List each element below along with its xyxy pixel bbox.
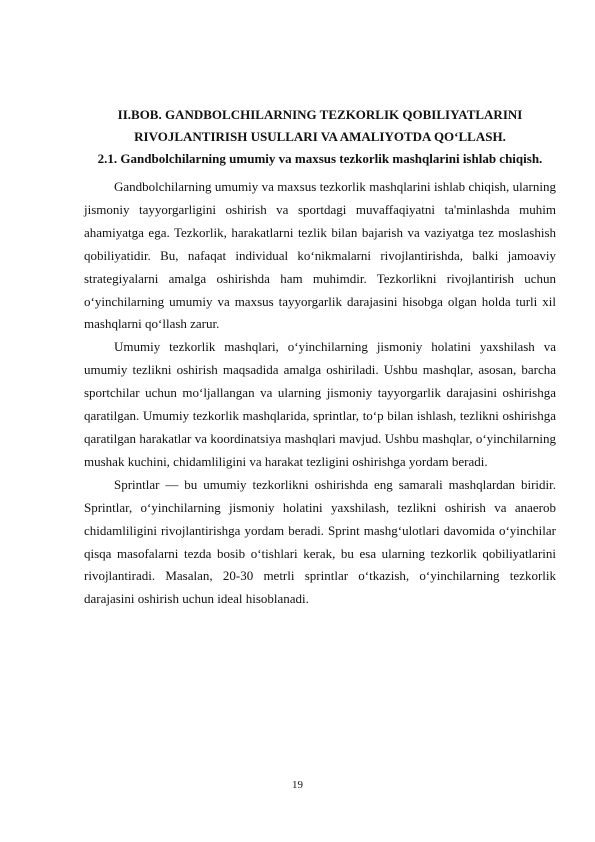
body-text — [84, 176, 556, 611]
chapter-heading: II.BOB. GANDBOLCHILARNING TEZKORLIK QOBILIYATLARINI RIVOJLANTIRISH USULLARI VA AMALIYOTDA QO‘LLASH. — [117, 107, 523, 144]
paragraph: Umumiy tezkorlik mashqlari, o‘yinchilarning jismoniy holatini yaxshilash va umumiy tezlikni oshirish maqsadida amalga oshiriladi. Ushbu mashqlar, asosan, barcha sportchilar uchun mo‘ljallangan va ularning jismoniy tayyorgarlik darajasini oshirishga qaratilgan. Umumiy tezkorlik mashqlarida, sprintlar, to‘p bilan ishlash, tezlikni oshirishga qaratilgan harakatlar va koordinatsiya mashqlari mavjud. Ushbu mashqlar, o‘yinchilarning mushak kuchini, chidamliligini va harakat tezligini oshirishga yordam beradi. — [84, 339, 556, 469]
paragraph: Gandbolchilarning umumiy va maxsus tezkorlik mashqlarini ishlab chiqish, ularning jismoniy tayyorgarligini oshirish va sportdagi muvaffaqiyatni ta'minlashda muhim ahamiyatga ega. Tezkorlik, harakatlarni tezlik bilan bajarish va vaziyatga tez moslashish qobiliyatidir. Bu, nafaqat individual ko‘nikmalarni rivojlantirishda, balki jamoaviy strategiyalarni amalga oshirishda ham muhimdir. Tezkorlikni rivojlantirish uchun o‘yinchilarning umumiy va maxsus tayyorgarlik darajasini hisobga olgan holda turli xil mashqlarni qo‘llash zarur. — [84, 179, 556, 332]
page-number: 19 — [292, 779, 303, 791]
paragraph: Sprintlar — bu umumiy tezkorlikni oshirishda eng samarali mashqlardan biridir. Sprintlar, o‘yinchilarning jismoniy holatini yaxshilash, tezlikni oshirish va anaerob chidamliligini rivojlantirishga yordam beradi. Sprint mashg‘ulotlari davomida o‘yinchilar qisqa masofalarni tezda bosib o‘tishlari kerak, bu esa ularning tezkorlik qobiliyatlarini rivojlantiradi. Masalan, 20-30 metrli sprintlar o‘tkazish, o‘yinchilarning tezkorlik darajasini oshirish uchun ideal hisoblanadi. — [84, 476, 556, 607]
section-heading: 2.1. Gandbolchilarning umumiy va maxsus tezkorlik mashqlarini ishlab chiqish. — [97, 151, 543, 166]
